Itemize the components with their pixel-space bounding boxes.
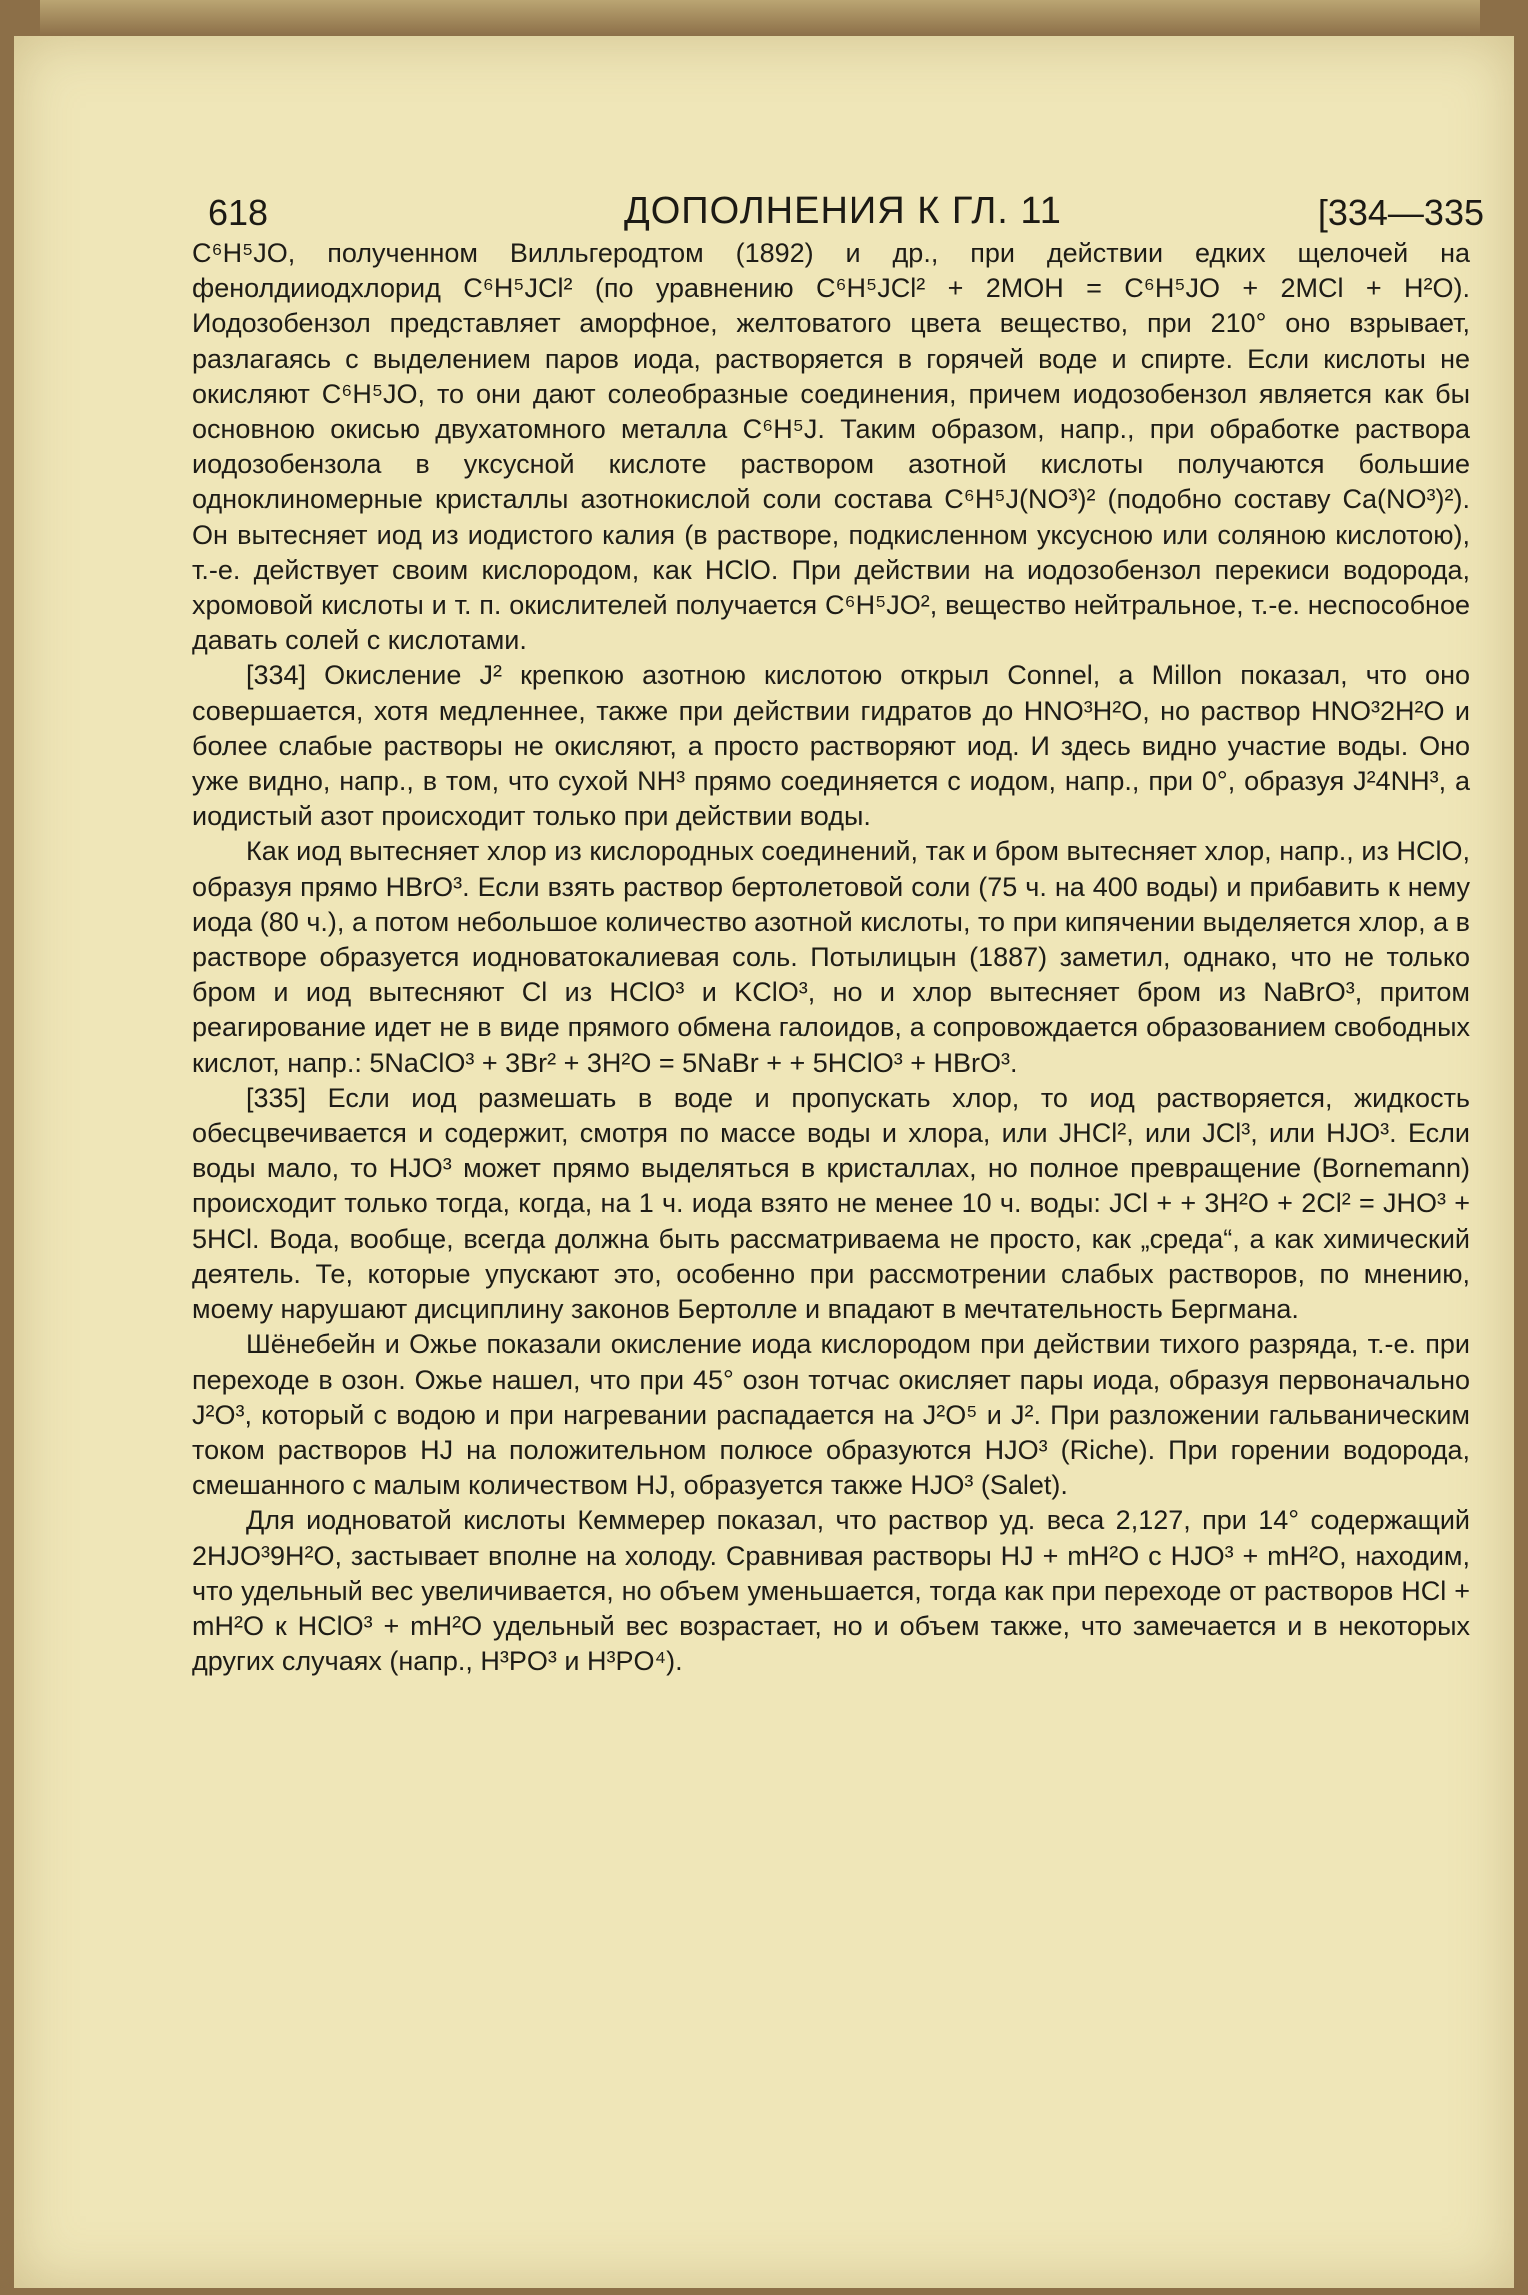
paragraph-continuation: C⁶H⁵JO, полученном Вилльгеродтом (1892) и др., при действии едких щелочей на фенолдииодхлорид C⁶H⁵JCl² (по уравнению C⁶H⁵JCl² + 2MOH = C⁶H⁵JO + 2MCl + H²O). Иодозобензол представляет аморфное, желтоватого цвета вещество, при 210° оно взрывает, разлагаясь с выделением паров иода, растворяется в горячей воде и спирте. Если кислоты не окисляют C⁶H⁵JO, то они дают солеобразные соединения, причем иодозобензол является как бы основною окисью двухатомного металла C⁶H⁵J. Таким образом, напр., при обработке раствора иодозобензола в уксусной кислоте раствором азотной кислоты получаются большие одноклиномерные кристаллы азотнокислой соли состава C⁶H⁵J(NO³)² (подобно составу Ca(NO³)²). Он вытесняет иод из иодистого калия (в растворе, подкисленном уксусною или соляною кислотою), т.-е. действует своим кислородом, как HClO. При действии на иодозобензол перекиси водорода, хромовой кислоты и т. п. окислителей получается C⁶H⁵JO², вещество нейтральное, т.-е. неспособное давать солей с кислотами. [192, 238, 1470, 656]
page-header [194, 186, 1484, 242]
paragraph-bromine: Как иод вытесняет хлор из кислородных соединений, так и бром вытесняет хлор, напр., из HClO, образуя прямо HBrO³. Если взять раствор бертолетовой соли (75 ч. на 400 воды) и прибавить к нему иода (80 ч.), а потом небольшое количество азотной кислоты, то при кипячении выделяется хлор, а в растворе образуется иодноватокалиевая соль. Потылицын (1887) заметил, однако, что не только бром и иод вытесняют Cl из HClO³ и KClO³, но и хлор вытесняет бром из NaBrO³, притом реагирование идет не в виде прямого обмена галоидов, а сопровождается образованием свободных кислот, напр.: 5NaClO³ + 3Br² + 3H²O = 5NaBr + + 5HClO³ + HBrO³. [192, 836, 1470, 1078]
page-number: 618 [208, 192, 269, 233]
torn-edge [40, 0, 1480, 36]
paragraph-iodic-acid: Для иодноватой кислоты Кеммерер показал, что раствор уд. веса 2,127, при 14° содержащий 2HJO³9H²O, застывает вполне на холоду. Сравнивая растворы HJ + mH²O с HJO³ + mH²O, находим, что удельный вес увеличивается, но объем уменьшается, тогда как при переходе от растворов HCl + mH²O к HClO³ + mH²O удельный вес возрастает, но и объем также, что замечается и в некоторых других случаях (напр., H³PO³ и H³PO⁴). [192, 1505, 1470, 1677]
section-range: [334—335 [1317, 192, 1484, 233]
page-body [192, 236, 1470, 1679]
paragraph-note-334: [334] Окисление J² крепкою азотною кислотою открыл Connel, а Millon показал, что оно совершается, хотя медленнее, также при действии гидратов до HNO³H²O, но раствор HNO³2H²O и более слабые растворы не окисляют, а просто растворяют иод. И здесь видно участие воды. Оно уже видно, напр., в том, что сухой NH³ прямо соединяется с иодом, напр., при 0°, образуя J²4NH³, а иодистый азот происходит только при действии воды. [192, 660, 1470, 832]
paragraph-ozone: Шёнебейн и Ожье показали окисление иода кислородом при действии тихого разряда, т.-е. при переходе в озон. Ожье нашел, что при 45° озон тотчас окисляет пары иода, образуя первоначально J²O³, который с водою и при нагревании распадается на J²O⁵ и J². При разложении гальваническим током растворов HJ на положительном полюсе образуются HJO³ (Riche). При горении водорода, смешанного с малым количеством HJ, образуется также HJO³ (Salet). [192, 1329, 1470, 1501]
running-title: ДОПОЛНЕНИЯ К ГЛ. 11 [624, 190, 1062, 232]
paragraph-note-335: [335] Если иод размешать в воде и пропускать хлор, то иод растворяется, жидкость обесцвечивается и содержит, смотря по массе воды и хлора, или JHCl², или JCl³, или HJO³. Если воды мало, то HJO³ может прямо выделяться в кристаллах, но полное превращение (Bornemann) происходит только тогда, когда, на 1 ч. иода взято не менее 10 ч. воды: JCl + + 3H²O + 2Cl² = JHO³ + 5HCl. Вода, вообще, всегда должна быть рассматриваема не просто, как „среда“, а как химический деятель. Те, которые упускают это, особенно при рассмотрении слабых растворов, по мнению, моему нарушают дисциплину законов Бертолле и впадают в мечтательность Бергмана. [192, 1082, 1470, 1325]
